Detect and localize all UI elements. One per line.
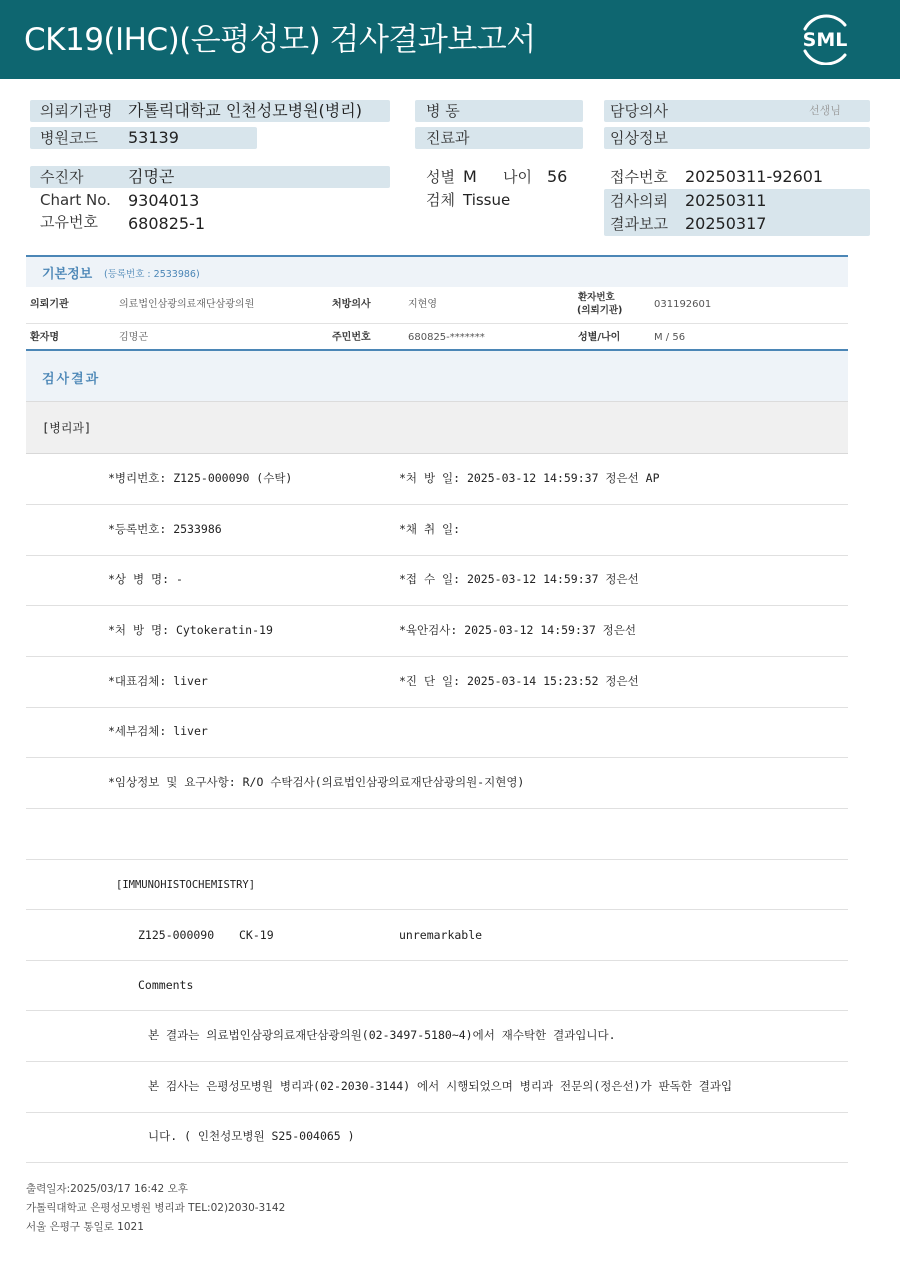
- footer-hospital: 가톨릭대학교 은평성모병원 병리과 TEL:02)2030-3142: [26, 1202, 286, 1214]
- result-row-right: *육안검사: 2025-03-12 14:59:37 정은선: [399, 623, 637, 637]
- blank-row: [26, 809, 848, 860]
- report-header: [0, 0, 900, 79]
- report-value: 20250317: [685, 214, 767, 233]
- result-row-right: *처 방 일: 2025-03-12 14:59:37 정은선 AP: [399, 471, 660, 485]
- basic-info-header: [26, 257, 848, 287]
- comment-text: 본 결과는 의료법인삼광의료재단삼광의원(02-3497-5180~4)에서 재수탁한 결과입니다.: [148, 1028, 616, 1042]
- result-row: [26, 707, 848, 758]
- result-row-right: *진 단 일: 2025-03-14 15:23:52 정은선: [399, 674, 639, 688]
- result-row: [26, 505, 848, 556]
- comments-label: Comments: [138, 978, 194, 992]
- doctor-label: 담당의사: [610, 102, 668, 120]
- ihc-header: [IMMUNOHISTOCHEMISTRY]: [116, 879, 256, 891]
- result-row-right: *채 취 일:: [399, 522, 461, 536]
- bi-patient-no-label-2: (의뢰기관): [577, 305, 623, 316]
- patient-value: 김명곤: [128, 167, 175, 186]
- result-row-left: *등록번호: 2533986: [108, 522, 222, 536]
- chart-no-label: Chart No.: [40, 191, 111, 209]
- ihc-header-row: [26, 859, 848, 910]
- hospital-code-value: 53139: [128, 128, 179, 147]
- ihc-result: unremarkable: [399, 928, 483, 942]
- bi-prescriber-label: 처방의사: [332, 299, 371, 310]
- ihc-marker: CK-19: [239, 928, 274, 942]
- result-row-left: *상 병 명: -: [108, 572, 183, 586]
- basic-info-title: 기본정보: [42, 267, 93, 282]
- bi-rrn-label: 주민번호: [332, 332, 371, 343]
- bi-patient-no-label-1: 환자번호: [578, 292, 615, 303]
- institution-label: 의뢰기관명: [40, 102, 113, 120]
- basic-info-divider: [26, 323, 848, 324]
- age-value: 56: [547, 167, 568, 186]
- result-row-left: *대표검체: liver: [108, 674, 208, 688]
- ihc-result-row: [26, 910, 848, 961]
- results-section-header: [26, 351, 848, 402]
- logo-text: SML: [802, 29, 848, 51]
- receipt-no-label: 접수번호: [610, 168, 668, 186]
- comment-text: 니다. ( 인천성모병원 S25-004065 ): [148, 1129, 355, 1143]
- department-row: [26, 402, 848, 454]
- comment-row: [26, 1112, 848, 1163]
- comment-row: [26, 1011, 848, 1062]
- bi-sex-age-label: 성별/나이: [578, 332, 621, 343]
- result-row: [26, 657, 848, 708]
- bi-patient-name-label: 환자명: [30, 332, 59, 343]
- ihc-case-no: Z125-000090: [138, 928, 215, 942]
- sml-logo-icon: [796, 13, 854, 65]
- footer-printed-date: 출력일자:2025/03/17 16:42 오후: [26, 1183, 188, 1195]
- bi-patient-name-value: 김명곤: [119, 332, 148, 343]
- clinical-request-text: *임상정보 및 요구사항: R/O 수탁검사(의료법인삼광의료재단삼광의원-지현영): [108, 775, 525, 789]
- basic-info-reg-no: (등록번호 : 2533986): [104, 269, 200, 280]
- bi-patient-no-value: 031192601: [654, 299, 712, 310]
- report-title: CK19(IHC)(은평성모) 검사결과보고서: [24, 22, 536, 58]
- hospital-code-label: 병원코드: [40, 129, 98, 147]
- sex-value: M: [463, 167, 477, 186]
- institution-value: 가톨릭대학교 인천성모병원(병리): [128, 101, 362, 120]
- bi-rrn-value: 680825-*******: [408, 332, 485, 343]
- result-row-left: *병리번호: Z125-000090 (수탁): [108, 471, 293, 485]
- bi-institution-label: 의뢰기관: [30, 299, 69, 310]
- comments-label-row: [26, 960, 848, 1011]
- clinical-request-row: [26, 758, 848, 809]
- result-row: [26, 555, 848, 606]
- department-label: 진료과: [426, 129, 470, 147]
- result-row: [26, 454, 848, 505]
- bi-institution-value: 의료법인삼광의료재단삼광의원: [119, 299, 255, 310]
- chart-no-value: 9304013: [128, 191, 200, 210]
- result-row: [26, 606, 848, 657]
- sex-label: 성별: [426, 168, 455, 186]
- ward-label: 병 동: [426, 102, 460, 120]
- doctor-suffix: 선생님: [809, 104, 841, 117]
- basic-info-table: [26, 255, 848, 351]
- footer-address: 서울 은평구 통일로 1021: [26, 1221, 144, 1233]
- result-row-right: *접 수 일: 2025-03-12 14:59:37 정은선: [399, 572, 639, 586]
- unique-no-value: 680825-1: [128, 214, 206, 233]
- comment-row: [26, 1062, 848, 1113]
- specimen-value: Tissue: [463, 191, 511, 209]
- comment-text: 본 검사는 은평성모병원 병리과(02-2030-3144) 에서 시행되었으며 병리과 전문의(정은선)가 판독한 결과입: [148, 1079, 733, 1093]
- request-label: 검사의뢰: [610, 192, 668, 210]
- patient-label: 수진자: [40, 168, 84, 186]
- specimen-label: 검체: [426, 191, 455, 209]
- receipt-no-value: 20250311-92601: [685, 167, 824, 186]
- results-section-title: 검사결과: [42, 372, 101, 387]
- bi-sex-age-value: M / 56: [654, 332, 686, 343]
- request-value: 20250311: [685, 191, 767, 210]
- unique-no-label: 고유번호: [40, 213, 98, 231]
- result-row-left: *세부검체: liver: [108, 724, 208, 738]
- age-label: 나이: [503, 168, 532, 186]
- clinical-info-label: 임상정보: [610, 129, 668, 147]
- department-name: [병리과]: [42, 421, 92, 435]
- report-label: 결과보고: [610, 215, 668, 233]
- result-row-left: *처 방 명: Cytokeratin-19: [108, 623, 273, 637]
- bi-prescriber-value: 지현영: [408, 299, 437, 310]
- patient-pill: [30, 166, 390, 188]
